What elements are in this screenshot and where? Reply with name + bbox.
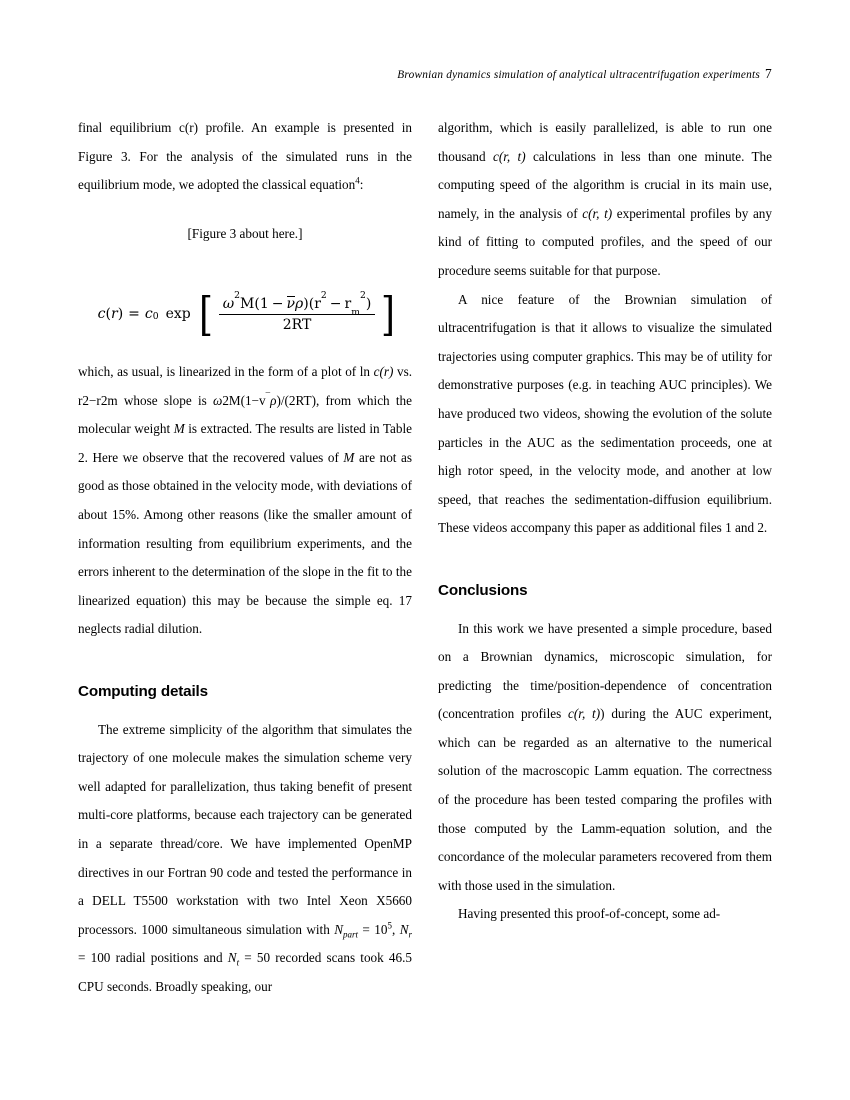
equation-equals: =	[128, 306, 140, 323]
equation-left-bracket: [	[198, 286, 213, 341]
rpara1-part-a: algorithm, which is easily parallelized, is able to run one thousand	[438, 120, 772, 164]
para3-N-t: N	[227, 950, 237, 966]
para3-part-e: = 50 recorded scans took 46.5 CPU seconds. Broadly speaking, our	[78, 950, 412, 994]
rpara3-crt: c(r, t)	[568, 706, 601, 722]
rpara3-part-a: In this work we have presented a simple procedure, based on a Brownian dynamics, microscopic simulation, for predicting the time/position-dependence of concentration (concentration profiles	[438, 620, 772, 722]
para3-part-d: = 100 radial positions and	[78, 950, 228, 966]
equation-fraction	[219, 289, 376, 334]
minus-sign-2: −	[329, 296, 342, 313]
paragraph-linearization: which, as usual, is linearized in the form of a plot of ln c(r) vs. r2−r2m whose slope is ω2M(1−v¯ρ)/(2RT), from which the molecular weight M is extracted. The results are listed in Table 2. Here we observe that the recovered values of M are not as good as those obtained in the velocity mode, with deviations of about 15%. Among other reasons (like the smaller amount of information resulting from equilibrium experiments, and the errors inherent to the determination of the slope in the fit to the linearized equation) this may be because the simple eq. 17 neglects radial dilution.	[78, 364, 412, 637]
figure-placeholder-note: [Figure 3 about here.]	[187, 225, 303, 241]
paragraph-final-equilibrium	[78, 114, 412, 200]
minus-sign: −	[271, 296, 284, 313]
radius-exponent: 2	[320, 289, 327, 301]
density-symbol: ρ	[295, 296, 304, 313]
para2-M-symbol-1: M	[173, 421, 185, 437]
para2-M-symbol-2: M	[343, 449, 355, 465]
running-head-title: Brownian dynamics simulation of analytical ultracentrifugation experiments	[397, 69, 761, 81]
equation-c0: c	[144, 306, 153, 323]
para2-part-i: are not as good as those obtained in the velocity mode, with deviations of about 15%. Among other reasons (like the smaller amount of information resulting from equilibrium experiments, and the errors inherent to the determination of the slope in the fit to the linearized equation) this may be because the simple eq. 17 neglects radial dilution.	[78, 449, 412, 637]
para2-part-a: which, as usual, is linearized in the form of a plot of ln	[78, 364, 374, 380]
equation-denominator: 2RT	[282, 317, 312, 334]
equation-exp: exp	[165, 306, 191, 323]
meniscus-subscript: m	[351, 306, 360, 318]
rpara1-part-c: calculations in less than one minute. The computing speed of the algorithm is crucial in its main use, namely, in the analysis of	[438, 148, 772, 221]
para3-N-part: N	[334, 921, 344, 937]
para3-part-a: The extreme simplicity of the algorithm that simulates the trajectory of one molecule makes the simulation scheme very well adapted for parallelization, thus taking benefit of present multi-core platforms, because each trajectory can be generated in a separate thread/core. We have implemented OpenMP directives in our Fortran 90 code and tested the performance in a DELL T5500 workstation with two Intel Xeon X5660 processors. 1000 simultaneous simulation with	[78, 721, 412, 937]
paragraph-text: final equilibrium c(r) profile. An example is presented in Figure 3. For the analysis of the simulated runs in the equilibrium mode, we adopted the classical equation	[78, 120, 412, 193]
meniscus-radius-symbol: r	[344, 296, 352, 313]
para3-exponent-5: 5	[387, 920, 392, 931]
heading-conclusions: Conclusions	[438, 581, 528, 599]
para3-N-r: N	[399, 921, 409, 937]
running-head	[78, 66, 772, 82]
para3-sub-t: t	[236, 957, 240, 968]
equation-row: c ( r ) = c $_0$ exp [ $\frac{\omega^2M(1 - \nu\rho)(r^2- r_m^2)}{2RT}$ ]	[97, 286, 396, 341]
two-column-body	[78, 114, 772, 1054]
para2-part-e: , from which the molecular weight	[78, 392, 412, 437]
left-column	[78, 114, 412, 1002]
footnote-marker: 4	[355, 175, 360, 186]
meniscus-exponent: 2	[360, 289, 366, 301]
paragraph-computing-details	[78, 716, 412, 1002]
equation-block	[78, 286, 412, 341]
para2-cr-symbol: c(r)	[373, 364, 394, 380]
para3-part-b: = 10	[358, 921, 388, 937]
equation-numerator: $\omega^2M(1 - \nu\rho)(r^2- r_m^2)$	[222, 289, 372, 318]
partial-specific-volume-symbol: ν	[286, 296, 296, 313]
molar-mass-symbol: M	[240, 296, 255, 313]
heading-computing-details: Computing details	[78, 683, 208, 700]
paragraph-tail: :	[359, 177, 364, 193]
radius-symbol: r	[314, 296, 321, 313]
paragraph-visualization: A nice feature of the Brownian simulation of ultracentrifugation is that it allows to visualize the simulated trajectories using computer graphics. This may be of utility for demonstrative purposes (e.g. in teaching AUC principles). We have produced two videos, showing the evolution of the solute particles in the AUC as the sedimentation proceeds, one at high rotor speed, in the velocity mode, and another at low speed, that reaches the sedimentation-diffusion equilibrium. These videos accompany this paper as additional files 1 and 2.	[438, 291, 772, 536]
paragraph-conclusions-1	[438, 615, 772, 901]
para2-part-g: is extracted. The results are listed in Table 2. Here we observe that the recovered values of	[78, 421, 412, 465]
para3-sub-r: r	[408, 929, 413, 940]
omega-exponent: 2	[234, 289, 241, 301]
rpara1-crt-2: c(r, t)	[582, 205, 613, 221]
one-literal: 1	[259, 296, 269, 313]
paragraph-algorithm-speed	[438, 114, 772, 286]
para3-part-c: ,	[391, 921, 400, 937]
page-number: 7	[765, 66, 772, 81]
equation-right-bracket: ]	[381, 286, 396, 341]
equation-lhs-r: r	[110, 306, 118, 323]
rpara1-crt-1: c(r, t)	[492, 148, 526, 164]
rpara1-part-e: experimental profiles by any kind of fitting to computed profiles, and the speed of our procedure seems suitable for that purpose.	[438, 205, 772, 278]
para2-part-c: vs. r2−r2m whose slope is	[78, 364, 412, 408]
equation-lhs-c: c	[97, 306, 106, 323]
paragraph-conclusions-2: Having presented this proof-of-concept, some ad-	[458, 906, 721, 922]
right-column	[438, 114, 772, 929]
omega-symbol: ω	[222, 296, 235, 313]
rpara3-part-c: ) during the AUC experiment, which can be regarded as an alternative to the numerical solution of the macroscopic Lamm equation. The correctness of the procedure has been tested comparing the profiles with those computed by the Lamm-equation solution, and the concordance of the molecular parameters recovered from them with those used in the simulation.	[438, 706, 772, 893]
para3-sub-part: part	[343, 929, 358, 940]
